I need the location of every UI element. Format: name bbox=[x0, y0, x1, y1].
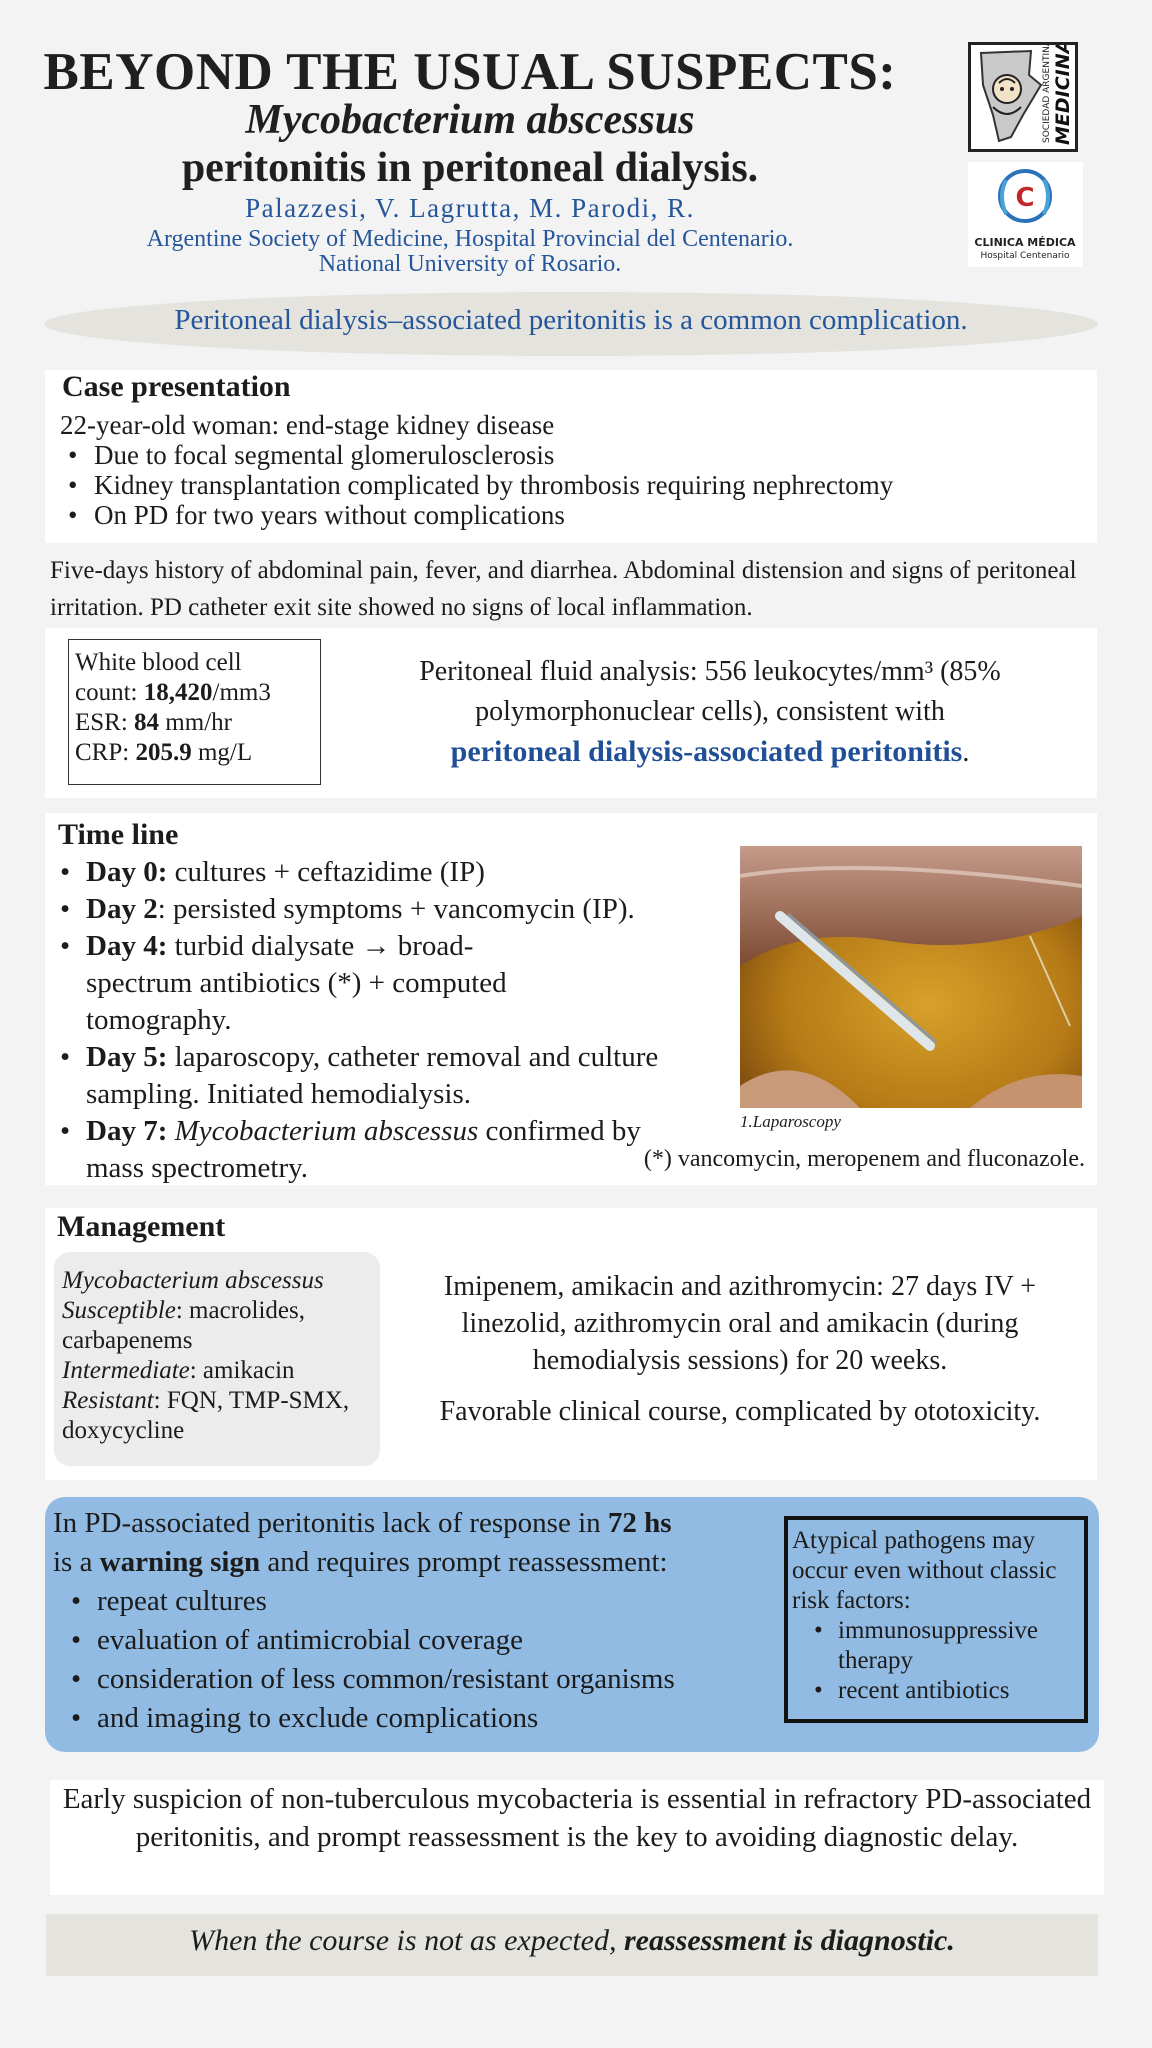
crp-value: 205.9 bbox=[135, 739, 192, 766]
atypical-pathogens-box bbox=[784, 1516, 1088, 1723]
atypical-text: Atypical pathogens may occur even without classic risk factors: bbox=[792, 1527, 1057, 1614]
poster-subtitle: peritonitis in peritoneal dialysis. bbox=[181, 145, 759, 191]
poster-subtitle-organism: Mycobacterium abscessus bbox=[245, 97, 695, 143]
management-heading: Management bbox=[57, 1210, 226, 1243]
crp-row: CRP: 205.9 mg/L bbox=[75, 739, 253, 766]
esr-row: ESR: 84 mm/hr bbox=[75, 709, 232, 736]
sociedad-argentina-medicina-logo bbox=[968, 42, 1078, 152]
resistant-row: Resistant: FQN, TMP-SMX, doxycycline bbox=[62, 1387, 350, 1444]
svg-text:C: C bbox=[1015, 183, 1035, 213]
list-item: • Due to focal segmental glomerulosclerosis bbox=[60, 440, 1090, 470]
lab-values-box bbox=[68, 639, 321, 785]
susceptibility-box bbox=[54, 1252, 380, 1466]
timeline-item: • Day 2: persisted symptoms + vancomycin (IP). bbox=[52, 891, 752, 928]
timeline-item: • Day 7: Mycobacterium abscessus confirmed by mass spectrometry. bbox=[52, 1113, 752, 1187]
list-item: • recent antibiotics bbox=[792, 1676, 1080, 1706]
intermediate-row: Intermediate: amikacin bbox=[62, 1357, 295, 1384]
argentina-map-doctor-icon bbox=[971, 45, 1075, 149]
laparoscopy-photo bbox=[740, 846, 1082, 1108]
timeline-list bbox=[52, 854, 752, 1187]
wbc-row: count: 18,420/mm3 bbox=[75, 679, 271, 706]
logo2-line1: CLINICA MÉDICA bbox=[974, 236, 1076, 249]
case-intro: 22-year-old woman: end-stage kidney disease bbox=[60, 410, 555, 440]
intro-text: Peritoneal dialysis–associated peritonitis is a common complication. bbox=[174, 304, 968, 336]
list-item: • and imaging to exclude complications bbox=[63, 1699, 793, 1738]
affiliation-line-1: Argentine Society of Medicine, Hospital Provincial del Centenario. bbox=[146, 226, 794, 252]
case-list bbox=[60, 440, 1090, 530]
logo1-main-text: MEDICINA bbox=[1052, 45, 1074, 145]
authors: Palazzesi, V. Lagrutta, M. Parodi, R. bbox=[245, 193, 695, 223]
clinical-course: Favorable clinical course, complicated by ototoxicity. bbox=[439, 1396, 1041, 1427]
diagnosis-highlight: peritoneal dialysis-associated peritonitis bbox=[450, 735, 963, 768]
timeline-item: • Day 5: laparoscopy, catheter removal and culture sampling. Initiated hemodialysis. bbox=[52, 1039, 752, 1113]
clinical-history: Five-days history of abdominal pain, fever, and diarrhea. Abdominal distension and signs of peritoneal irritation. PD catheter exit site showed no signs of local inflammation. bbox=[50, 557, 1077, 621]
antibiotics-footnote: (*) vancomycin, meropenem and fluconazole. bbox=[643, 1146, 1085, 1172]
timeline-item: • Day 0: cultures + ceftazidime (IP) bbox=[52, 854, 752, 891]
final-message: When the course is not as expected, reassessment is diagnostic. bbox=[189, 1924, 955, 1957]
case-presentation-heading: Case presentation bbox=[62, 370, 291, 403]
list-item: • On PD for two years without complications bbox=[60, 500, 1090, 530]
list-item: • immunosuppressive therapy bbox=[792, 1616, 1080, 1676]
affiliation-line-2: National University of Rosario. bbox=[318, 251, 622, 277]
clinica-medica-cm-icon bbox=[968, 162, 1083, 267]
susceptible-row: Susceptible: macrolides, carbapenems bbox=[62, 1297, 305, 1354]
clinica-medica-logo bbox=[968, 162, 1083, 267]
esr-value: 84 bbox=[134, 709, 160, 736]
laparoscopy-image bbox=[740, 846, 1082, 1108]
warning-text: In PD-associated peritonitis lack of response in 72 hs is a warning sign and requires prompt reassessment: bbox=[53, 1507, 672, 1578]
logo2-line2: Hospital Centenario bbox=[980, 251, 1070, 261]
wbc-label: White blood cell bbox=[75, 649, 242, 676]
peritoneal-fluid-analysis: Peritoneal fluid analysis: 556 leukocytes/mm³ (85% polymorphonuclear cells), consistent with peritoneal dialysis-associated peritonitis. bbox=[419, 656, 1001, 768]
conclusion-text: Early suspicion of non-tuberculous mycobacteria is essential in refractory PD-associated peritonitis, and prompt reassessment is the key to avoiding diagnostic delay. bbox=[62, 1783, 1092, 1853]
poster-title: BEYOND THE USUAL SUSPECTS: bbox=[43, 43, 897, 101]
organism-name: Mycobacterium abscessus bbox=[62, 1267, 324, 1294]
list-item: • repeat cultures bbox=[63, 1582, 793, 1621]
photo-caption: 1.Laparoscopy bbox=[740, 1112, 841, 1131]
list-item: • consideration of less common/resistant organisms bbox=[63, 1660, 793, 1699]
logo1-vertical-text: SOCIEDAD ARGENTINA bbox=[1042, 45, 1052, 143]
timeline-item: • Day 4: turbid dialysate → broad-spectrum antibiotics (*) + computed tomography. bbox=[52, 928, 752, 1039]
treatment-regimen: Imipenem, amikacin and azithromycin: 27 days IV + linezolid, azithromycin oral and amikacin (during hemodialysis sessions) for 20 weeks. bbox=[443, 1271, 1037, 1376]
list-item: • Kidney transplantation complicated by thrombosis requiring nephrectomy bbox=[60, 470, 1090, 500]
reassessment-list bbox=[63, 1582, 793, 1738]
timeline-heading: Time line bbox=[58, 818, 179, 851]
wbc-value: 18,420 bbox=[143, 679, 213, 706]
atypical-list bbox=[792, 1616, 1080, 1706]
list-item: • evaluation of antimicrobial coverage bbox=[63, 1621, 793, 1660]
